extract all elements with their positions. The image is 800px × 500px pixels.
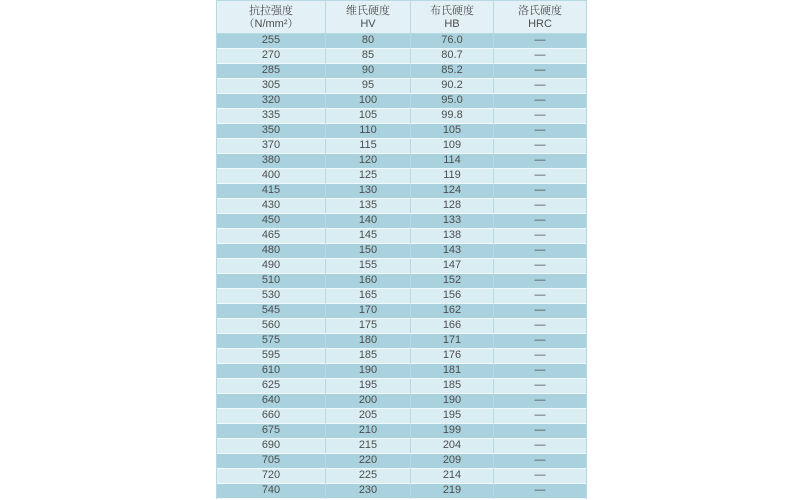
table-cell: 195 xyxy=(326,379,411,394)
column-header-brinell-hb xyxy=(411,1,494,33)
column-header-label: 洛氏硬度 xyxy=(518,5,562,17)
table-cell: — xyxy=(494,484,586,499)
table-cell: 85.2 xyxy=(411,64,494,79)
table-cell: 109 xyxy=(411,139,494,154)
table-cell: — xyxy=(494,304,586,319)
table-cell: 690 xyxy=(217,439,326,454)
table-cell: 195 xyxy=(411,409,494,424)
table-cell: 380 xyxy=(217,154,326,169)
table-row xyxy=(217,319,586,334)
table-cell: 115 xyxy=(326,139,411,154)
table-header xyxy=(217,1,586,34)
table-cell: 335 xyxy=(217,109,326,124)
table-cell: 545 xyxy=(217,304,326,319)
table-cell: 720 xyxy=(217,469,326,484)
table-row xyxy=(217,379,586,394)
table-row xyxy=(217,184,586,199)
table-row xyxy=(217,454,586,469)
table-cell: 135 xyxy=(326,199,411,214)
table-row xyxy=(217,244,586,259)
table-cell: 162 xyxy=(411,304,494,319)
table-row xyxy=(217,169,586,184)
column-header-label: 布氏硬度 xyxy=(430,5,474,17)
table-cell: 155 xyxy=(326,259,411,274)
table-cell: 430 xyxy=(217,199,326,214)
table-cell: 640 xyxy=(217,394,326,409)
table-cell: — xyxy=(494,184,586,199)
table-cell: — xyxy=(494,79,586,94)
table-cell: — xyxy=(494,214,586,229)
table-cell: — xyxy=(494,229,586,244)
table-cell: 147 xyxy=(411,259,494,274)
table-cell: 140 xyxy=(326,214,411,229)
table-cell: 76.0 xyxy=(411,34,494,49)
table-cell: 180 xyxy=(326,334,411,349)
table-cell: — xyxy=(494,439,586,454)
column-header-unit: HRC xyxy=(528,18,552,30)
table-cell: 530 xyxy=(217,289,326,304)
table-cell: — xyxy=(494,409,586,424)
column-header-unit: （N/mm²） xyxy=(243,18,299,30)
table-row xyxy=(217,484,586,499)
table-cell: 305 xyxy=(217,79,326,94)
table-cell: 210 xyxy=(326,424,411,439)
table-row xyxy=(217,139,586,154)
table-cell: 171 xyxy=(411,334,494,349)
table-cell: 133 xyxy=(411,214,494,229)
table-row xyxy=(217,214,586,229)
table-row xyxy=(217,289,586,304)
table-row xyxy=(217,94,586,109)
table-cell: 156 xyxy=(411,289,494,304)
table-row xyxy=(217,409,586,424)
column-header-unit: HV xyxy=(360,18,376,30)
table-row xyxy=(217,109,586,124)
table-cell: 105 xyxy=(411,124,494,139)
table-cell: 200 xyxy=(326,394,411,409)
table-row xyxy=(217,154,586,169)
table-cell: 370 xyxy=(217,139,326,154)
table-cell: 120 xyxy=(326,154,411,169)
table-cell: — xyxy=(494,379,586,394)
table-cell: 209 xyxy=(411,454,494,469)
table-cell: 705 xyxy=(217,454,326,469)
table-cell: 400 xyxy=(217,169,326,184)
table-cell: — xyxy=(494,319,586,334)
table-row xyxy=(217,49,586,64)
table-cell: — xyxy=(494,454,586,469)
table-cell: 190 xyxy=(326,364,411,379)
table-cell: 165 xyxy=(326,289,411,304)
table-row xyxy=(217,274,586,289)
table-cell: 124 xyxy=(411,184,494,199)
table-row xyxy=(217,394,586,409)
table-cell: 675 xyxy=(217,424,326,439)
table-cell: 100 xyxy=(326,94,411,109)
table-cell: 110 xyxy=(326,124,411,139)
table-row xyxy=(217,424,586,439)
table-cell: 205 xyxy=(326,409,411,424)
table-cell: 610 xyxy=(217,364,326,379)
table-cell: 166 xyxy=(411,319,494,334)
table-row xyxy=(217,124,586,139)
table-cell: 320 xyxy=(217,94,326,109)
table-cell: 285 xyxy=(217,64,326,79)
table-cell: — xyxy=(494,364,586,379)
table-cell: 150 xyxy=(326,244,411,259)
table-cell: 160 xyxy=(326,274,411,289)
table-cell: 185 xyxy=(326,349,411,364)
table-cell: 80 xyxy=(326,34,411,49)
table-cell: — xyxy=(494,274,586,289)
table-cell: — xyxy=(494,469,586,484)
table-cell: 105 xyxy=(326,109,411,124)
table-cell: 480 xyxy=(217,244,326,259)
table-cell: 138 xyxy=(411,229,494,244)
table-cell: 95.0 xyxy=(411,94,494,109)
table-cell: — xyxy=(494,49,586,64)
hardness-conversion-table xyxy=(216,0,587,499)
table-cell: — xyxy=(494,259,586,274)
table-cell: 185 xyxy=(411,379,494,394)
table-cell: — xyxy=(494,64,586,79)
table-cell: — xyxy=(494,169,586,184)
table-cell: 465 xyxy=(217,229,326,244)
table-cell: 152 xyxy=(411,274,494,289)
table-cell: — xyxy=(494,34,586,49)
table-cell: 575 xyxy=(217,334,326,349)
column-header-label: 维氏硬度 xyxy=(346,5,390,17)
table-cell: 114 xyxy=(411,154,494,169)
table-cell: 214 xyxy=(411,469,494,484)
column-header-tensile-strength xyxy=(217,1,326,33)
table-cell: 199 xyxy=(411,424,494,439)
table-row xyxy=(217,229,586,244)
table-cell: 215 xyxy=(326,439,411,454)
table-cell: 145 xyxy=(326,229,411,244)
table-cell: 625 xyxy=(217,379,326,394)
column-header-rockwell-hrc xyxy=(494,1,586,33)
table-row xyxy=(217,199,586,214)
table-cell: 128 xyxy=(411,199,494,214)
table-cell: — xyxy=(494,349,586,364)
table-cell: 660 xyxy=(217,409,326,424)
table-row xyxy=(217,469,586,484)
table-cell: 490 xyxy=(217,259,326,274)
table-cell: — xyxy=(494,109,586,124)
table-cell: 181 xyxy=(411,364,494,379)
table-cell: 130 xyxy=(326,184,411,199)
table-cell: 255 xyxy=(217,34,326,49)
table-cell: 99.8 xyxy=(411,109,494,124)
table-row xyxy=(217,364,586,379)
table-cell: 415 xyxy=(217,184,326,199)
table-cell: 560 xyxy=(217,319,326,334)
table-cell: — xyxy=(494,199,586,214)
table-cell: 219 xyxy=(411,484,494,499)
table-cell: 175 xyxy=(326,319,411,334)
column-header-vickers-hv xyxy=(326,1,411,33)
table-cell: — xyxy=(494,334,586,349)
table-cell: 143 xyxy=(411,244,494,259)
table-row xyxy=(217,349,586,364)
column-header-label: 抗拉强度 xyxy=(249,5,293,17)
table-body xyxy=(217,34,586,499)
table-cell: 510 xyxy=(217,274,326,289)
table-cell: 270 xyxy=(217,49,326,64)
table-row xyxy=(217,334,586,349)
table-cell: 95 xyxy=(326,79,411,94)
table-cell: — xyxy=(494,94,586,109)
table-cell: — xyxy=(494,289,586,304)
table-cell: 225 xyxy=(326,469,411,484)
table-cell: 204 xyxy=(411,439,494,454)
table-cell: 220 xyxy=(326,454,411,469)
table-cell: 119 xyxy=(411,169,494,184)
table-row xyxy=(217,439,586,454)
table-cell: 170 xyxy=(326,304,411,319)
table-cell: 190 xyxy=(411,394,494,409)
table-cell: 125 xyxy=(326,169,411,184)
table-cell: 230 xyxy=(326,484,411,499)
table-row xyxy=(217,304,586,319)
table-row xyxy=(217,34,586,49)
table-cell: — xyxy=(494,139,586,154)
table-cell: — xyxy=(494,124,586,139)
table-cell: 450 xyxy=(217,214,326,229)
table-cell: 90.2 xyxy=(411,79,494,94)
table-cell: — xyxy=(494,244,586,259)
column-header-unit: HB xyxy=(444,18,460,30)
table-row xyxy=(217,79,586,94)
table-cell: 176 xyxy=(411,349,494,364)
table-cell: 90 xyxy=(326,64,411,79)
table-cell: — xyxy=(494,394,586,409)
table-row xyxy=(217,259,586,274)
table-cell: — xyxy=(494,154,586,169)
table-cell: 350 xyxy=(217,124,326,139)
table-cell: — xyxy=(494,424,586,439)
table-cell: 85 xyxy=(326,49,411,64)
table-cell: 740 xyxy=(217,484,326,499)
table-cell: 595 xyxy=(217,349,326,364)
table-row xyxy=(217,64,586,79)
table-cell: 80.7 xyxy=(411,49,494,64)
